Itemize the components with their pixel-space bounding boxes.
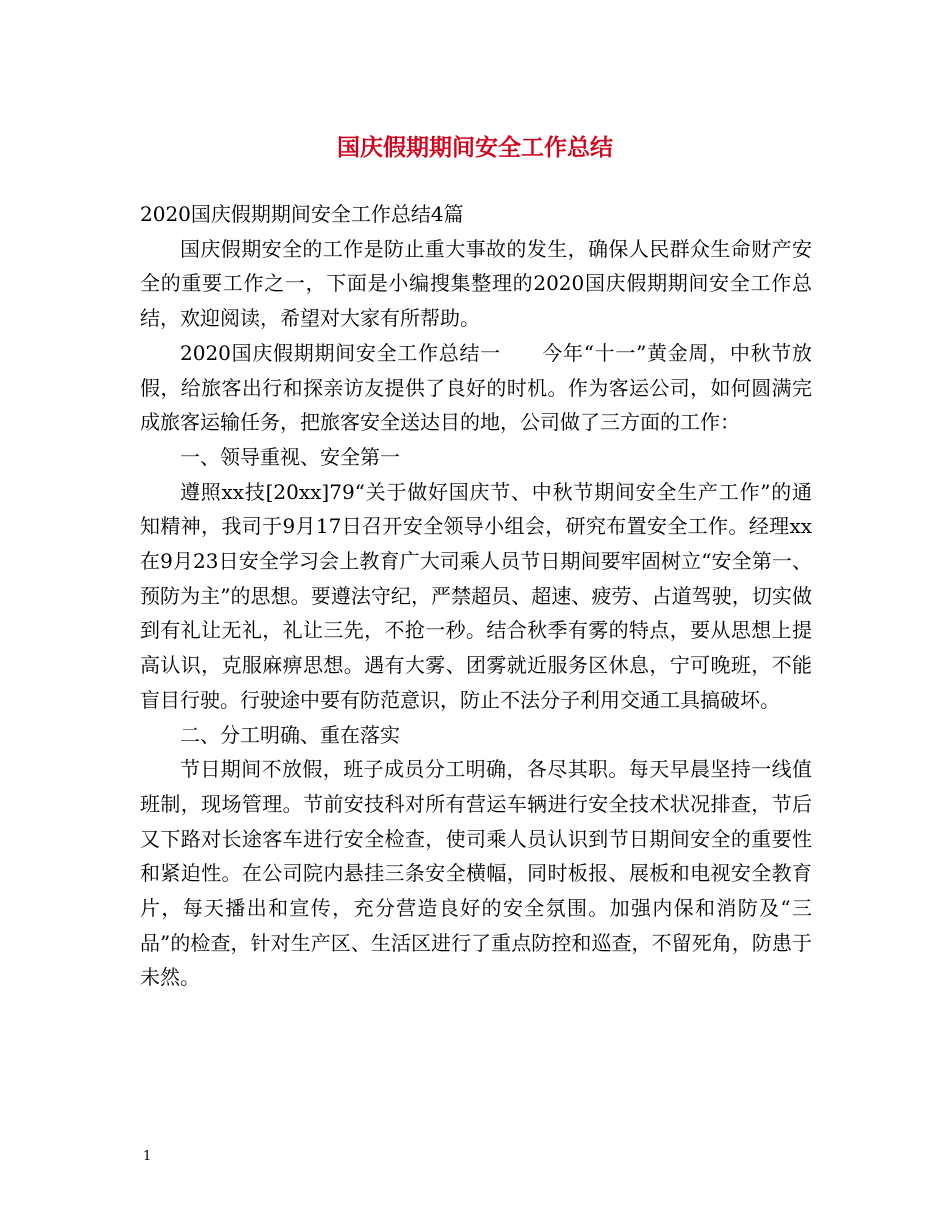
intro-paragraph: 国庆假期安全的工作是防止重大事故的发生，确保人民群众生命财产安全的重要工作之一，下面是小编搜集整理的2020国庆假期期间安全工作总结，欢迎阅读，希望对大家有所帮助。 — [140, 236, 812, 331]
section-heading-one: 一、领导重视、安全第一 — [180, 444, 400, 469]
page-number: 1 — [143, 1149, 152, 1164]
section-one-paragraph: 遵照xx技[20xx]79“关于做好国庆节、中秋节期间安全生产工作”的通知精神，我司于9月17日召开安全领导小组会，研究布置安全工作。经理xx在9月23日安全学习会上教育广大司乘人员节日期间要牢固树立“安全第一、预防为主”的思想。要遵法守纪，严禁超员、超速、疲劳、占道驾驶，切实做到有礼让无礼，礼让三先，不抢一秒。结合秋季有雾的特点，要从思想上提高认识，克服麻痹思想。遇有大雾、团雾就近服务区休息，宁可晚班，不能盲目行驶。行驶途中要有防范意识，防止不法分子利用交通工具搞破坏。 — [140, 479, 812, 712]
subtitle-line: 2020国庆假期期间安全工作总结4篇 — [140, 202, 464, 226]
section-heading-two: 二、分工明确、重在落实 — [180, 722, 400, 747]
document-title: 国庆假期期间安全工作总结 — [337, 135, 613, 161]
document-body — [140, 197, 812, 995]
section-two-paragraph: 节日期间不放假，班子成员分工明确，各尽其职。每天早晨坚持一线值班制，现场管理。节前安技科对所有营运车辆进行安全技术状况排查，节后又下路对长途客车进行安全检查，使司乘人员认识到节日期间安全的重要性和紧迫性。在公司院内悬挂三条安全横幅，同时板报、展板和电视安全教育片，每天播出和宣传，充分营造良好的安全氛围。加强内保和消防及“三品”的检查，针对生产区、生活区进行了重点防控和巡查，不留死角，防患于未然。 — [140, 757, 812, 990]
summary-one-paragraph: 2020国庆假期期间安全工作总结一 今年“十一”黄金周，中秋节放假，给旅客出行和探亲访友提供了良好的时机。作为客运公司，如何圆满完成旅客运输任务，把旅客安全送达目的地，公司做了三方面的工作： — [140, 340, 812, 435]
